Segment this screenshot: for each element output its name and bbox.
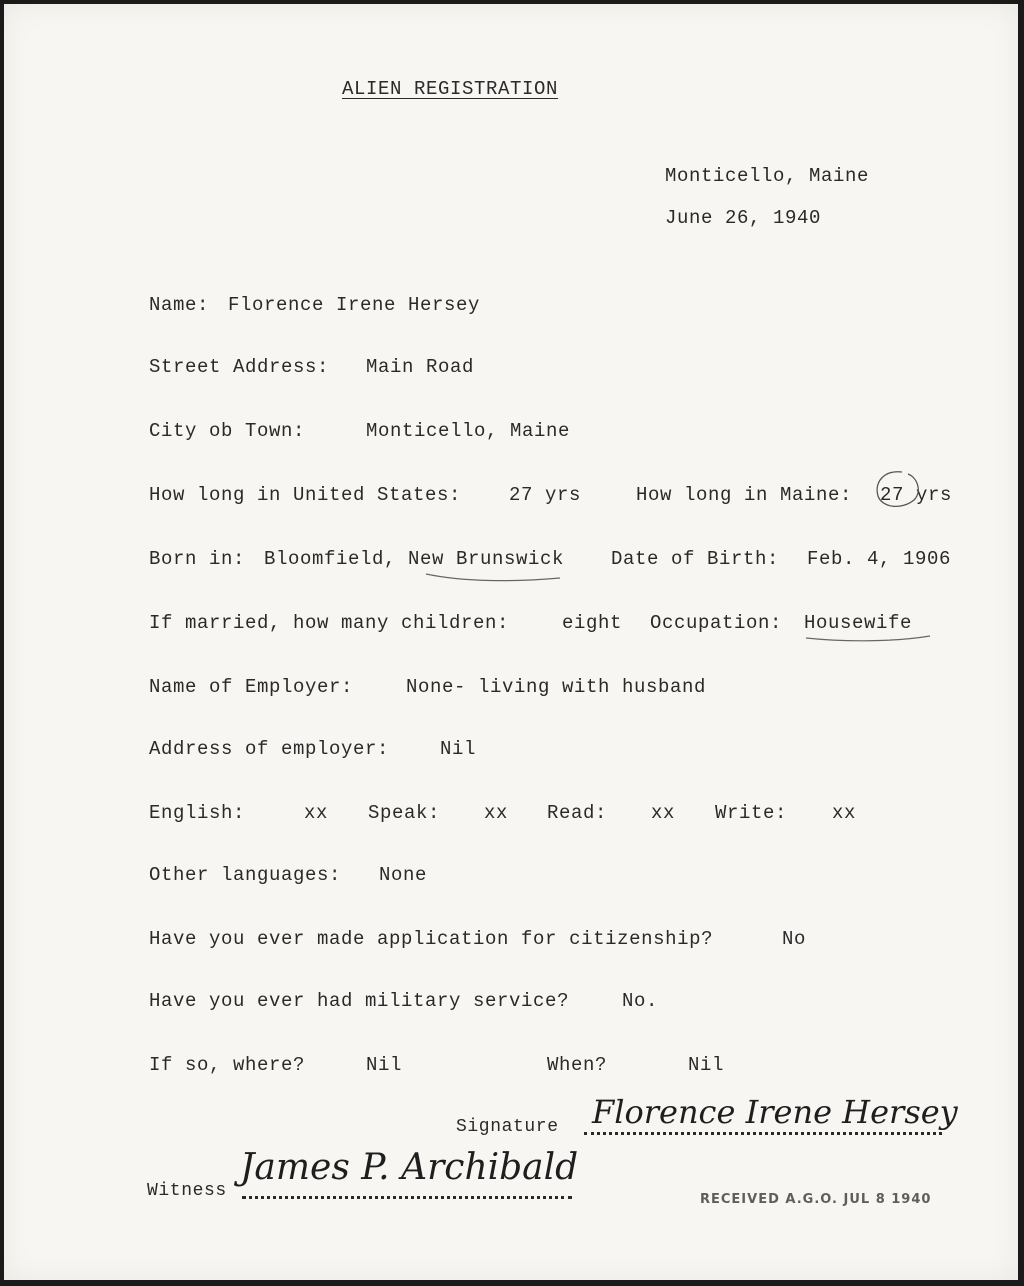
street-value: Main Road	[366, 356, 475, 378]
pencil-underline-icon	[424, 570, 564, 586]
when-value: Nil	[688, 1054, 725, 1076]
read-value: xx	[651, 802, 676, 824]
english-value: xx	[304, 802, 329, 824]
born-value: Bloomfield, New Brunswick	[264, 548, 565, 570]
witness-line	[242, 1196, 572, 1199]
maine-duration-value: 27 yrs	[880, 484, 953, 506]
city-value: Monticello, Maine	[366, 420, 571, 442]
employer-label: Name of Employer:	[149, 676, 354, 698]
maine-duration-label: How long in Maine:	[636, 484, 853, 506]
pencil-underline-icon	[804, 632, 934, 646]
document-page	[4, 4, 1018, 1280]
dob-label: Date of Birth:	[611, 548, 780, 570]
employer-address-value: Nil	[440, 738, 477, 760]
document-date: June 26, 1940	[665, 207, 822, 229]
military-label: Have you ever had military service?	[149, 990, 570, 1012]
occupation-value: Housewife	[804, 612, 913, 634]
street-label: Street Address:	[149, 356, 330, 378]
children-label: If married, how many children:	[149, 612, 510, 634]
when-label: When?	[547, 1054, 608, 1076]
other-languages-value: None	[379, 864, 428, 886]
employer-value: None- living with husband	[406, 676, 707, 698]
occupation-label: Occupation:	[650, 612, 783, 634]
witness-label: Witness	[147, 1181, 227, 1201]
received-stamp: RECEIVED A.G.O. JUL 8 1940	[700, 1192, 932, 1207]
write-value: xx	[832, 802, 857, 824]
document-title: ALIEN REGISTRATION	[342, 78, 559, 100]
us-duration-label: How long in United States:	[149, 484, 462, 506]
employer-address-label: Address of employer:	[149, 738, 390, 760]
document-location: Monticello, Maine	[665, 165, 870, 187]
signature-handwriting: Florence Irene Hersey	[592, 1093, 958, 1131]
speak-value: xx	[484, 802, 509, 824]
write-label: Write:	[715, 802, 788, 824]
speak-label: Speak:	[368, 802, 441, 824]
signature-line	[584, 1132, 942, 1135]
dob-value: Feb. 4, 1906	[807, 548, 952, 570]
circle-mark-icon	[872, 466, 924, 512]
city-label: City ob Town:	[149, 420, 306, 442]
military-value: No.	[622, 990, 659, 1012]
name-value: Florence Irene Hersey	[228, 294, 481, 316]
citizenship-value: No	[782, 928, 807, 950]
citizenship-label: Have you ever made application for citizenship?	[149, 928, 714, 950]
other-languages-label: Other languages:	[149, 864, 342, 886]
read-label: Read:	[547, 802, 608, 824]
signature-label: Signature	[456, 1117, 559, 1137]
where-value: Nil	[366, 1054, 403, 1076]
where-label: If so, where?	[149, 1054, 306, 1076]
children-value: eight	[562, 612, 623, 634]
name-label: Name:	[149, 294, 210, 316]
born-label: Born in:	[149, 548, 246, 570]
witness-handwriting: James P. Archibald	[240, 1147, 579, 1188]
us-duration-value: 27 yrs	[509, 484, 582, 506]
english-label: English:	[149, 802, 246, 824]
